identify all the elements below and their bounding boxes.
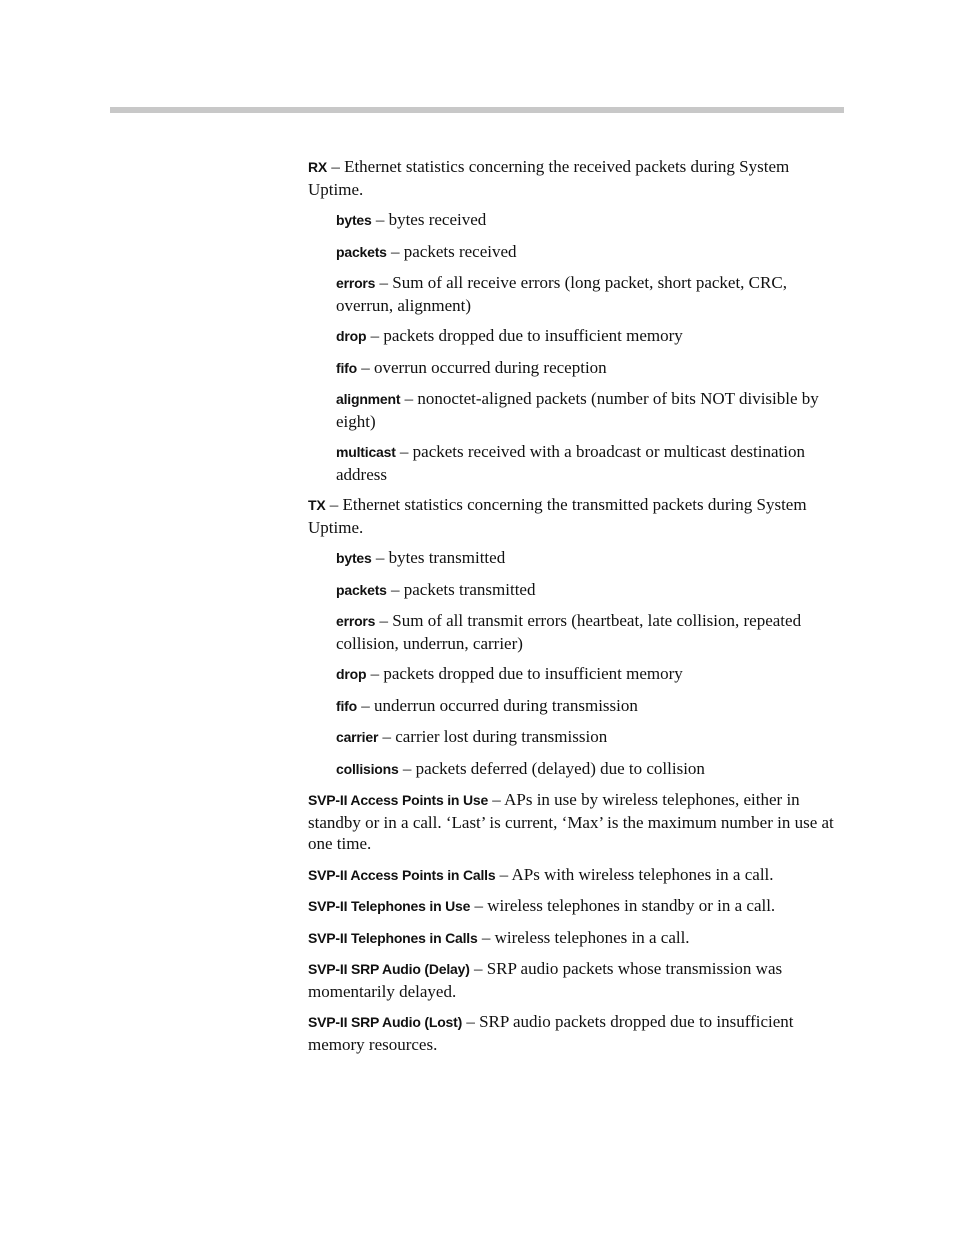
description: – wireless telephones in a call. xyxy=(477,927,690,947)
term: RX xyxy=(308,159,328,175)
term: bytes xyxy=(336,212,372,228)
description: – SRP audio packets whose transmission was momentarily delayed. xyxy=(308,959,783,1001)
description: – APs in use by wireless telephones, either in standby or in a call. ‘Last’ is current, ‘Max’ is the maximum number in use at one time. xyxy=(308,790,834,853)
term: SVP-II Telephones in Use xyxy=(308,898,471,914)
term: TX xyxy=(308,497,326,513)
term: errors xyxy=(336,613,376,629)
entry-tx-collisions xyxy=(336,758,848,781)
entry-rx-bytes xyxy=(336,209,848,232)
entry-rx-drop xyxy=(336,325,848,348)
entry-rx-alignment xyxy=(336,388,848,432)
entry-srp-audio-lost xyxy=(308,1011,848,1055)
term: drop xyxy=(336,328,367,344)
entry-tx-packets xyxy=(336,579,848,602)
term: drop xyxy=(336,666,367,682)
entry-ap-in-use xyxy=(308,789,848,855)
term: SVP-II SRP Audio (Lost) xyxy=(308,1014,463,1030)
description: – packets dropped due to insufficient memory xyxy=(366,664,683,683)
term: collisions xyxy=(336,760,399,777)
description: – bytes received xyxy=(371,210,487,229)
entry-ap-in-calls xyxy=(308,864,848,887)
entry-tx-fifo xyxy=(336,695,848,718)
description: – Ethernet statistics concerning the transmitted packets during System Uptime. xyxy=(308,495,807,537)
description: – packets received xyxy=(386,241,517,261)
term: packets xyxy=(336,581,387,598)
description: – SRP audio packets dropped due to insufficient memory resources. xyxy=(308,1012,794,1054)
entry-telephones-in-calls xyxy=(308,927,848,950)
description: – packets received with a broadcast or multicast destination address xyxy=(336,442,805,484)
description: – APs with wireless telephones in a call. xyxy=(495,864,774,884)
description: – Sum of all transmit errors (heartbeat, late collision, repeated collision, underrun, carrier) xyxy=(336,611,802,653)
term: errors xyxy=(336,275,376,291)
term: fifo xyxy=(336,359,357,376)
term: alignment xyxy=(336,391,401,407)
term: multicast xyxy=(336,444,396,460)
entry-tx-drop xyxy=(336,663,848,686)
description: – nonoctet-aligned packets (number of bits NOT divisible by eight) xyxy=(336,389,819,431)
description: – packets deferred (delayed) due to collision xyxy=(398,758,705,778)
description: – packets transmitted xyxy=(386,579,536,599)
description: – packets dropped due to insufficient memory xyxy=(366,326,683,345)
entry-rx xyxy=(308,156,848,200)
entry-tx-errors xyxy=(336,610,848,654)
entry-tx-carrier xyxy=(336,726,848,749)
description: – overrun occurred during reception xyxy=(356,357,607,377)
header-rule xyxy=(110,107,844,113)
entry-rx-fifo xyxy=(336,357,848,380)
entry-rx-errors xyxy=(336,272,848,316)
entry-rx-packets xyxy=(336,241,848,264)
description: – bytes transmitted xyxy=(371,548,506,567)
entry-srp-audio-delay xyxy=(308,958,848,1002)
term: fifo xyxy=(336,697,357,714)
term: packets xyxy=(336,243,387,260)
term: SVP-II Access Points in Use xyxy=(308,792,489,808)
description: – wireless telephones in standby or in a call. xyxy=(470,896,776,915)
definition-list xyxy=(308,156,848,1064)
description: – carrier lost during transmission xyxy=(378,727,608,746)
term: carrier xyxy=(336,729,379,745)
entry-telephones-in-use xyxy=(308,895,848,918)
description: – Sum of all receive errors (long packet, short packet, CRC, overrun, alignment) xyxy=(336,273,787,315)
entry-tx-bytes xyxy=(336,547,848,570)
description: – underrun occurred during transmission xyxy=(356,695,638,715)
term: SVP-II Access Points in Calls xyxy=(308,866,496,883)
description: – Ethernet statistics concerning the received packets during System Uptime. xyxy=(308,157,790,199)
entry-rx-multicast xyxy=(336,441,848,485)
term: SVP-II SRP Audio (Delay) xyxy=(308,961,470,977)
term: SVP-II Telephones in Calls xyxy=(308,929,478,946)
term: bytes xyxy=(336,550,372,566)
entry-tx xyxy=(308,494,848,538)
